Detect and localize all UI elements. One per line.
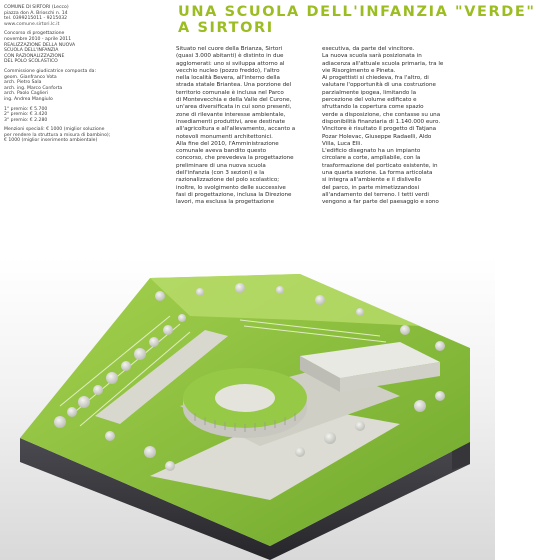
article-text-line: Ai progettisti si chiedeva, fra l'altro, di [322,75,429,82]
article-text-line: agglomerati: uno si sviluppa attorno al [176,60,285,67]
new-school-courtyard [215,384,275,412]
third-prize: 3° premio: € 2.280 [4,117,48,123]
article-text-line: parzialmente ipogea, limitando la [322,89,417,96]
article-text-line: preliminare di una nuova scuola [176,162,266,169]
article-text-line: lavori, ma esclusa la progettazione [176,199,275,206]
article-column-2 [322,46,478,207]
jury-member: arch. Pietro Sala [4,80,42,86]
architectural-model-image [0,256,495,560]
competition-title-1: REALIZZAZIONE DELLA NUOVA [4,42,76,48]
article-text-line: zone di rilevante interesse ambientale, [176,111,286,118]
first-prize: 1° premio: € 5.700 [4,106,48,112]
competition-dates: novembre 2010 - aprile 2011 [4,36,72,42]
article-text-line: vengono a far parte del paesaggio e sono [322,199,439,206]
article-title-line-2: A SIRTORI [178,20,274,36]
article-text-line: fasi di progettazione, inclusa la Direzione [176,191,292,198]
article-text-line: La nuova scuola sarà posizionata in [322,53,422,60]
jury-member: geom. Gianfranco Vota [4,74,57,80]
article-text-line: una quarta sezione. La forma articolata [322,170,433,177]
mentions-block [4,127,116,144]
article-text-line: Alla fine del 2010, l'Amministrazione [176,140,279,147]
competition-title-2: SCUOLA DELL'INFANZIA [4,48,59,54]
client-website: www.comune.sirtori.lc.it [4,21,60,27]
jury-member: arch. ing. Marco Conforta [4,85,63,91]
competition-block [4,31,116,65]
article-text-line: esecutiva, da parte del vincitore. [322,46,415,52]
jury-member: ing. Andrea Mangiulo [4,96,53,102]
article-title-line-1: UNA SCUOLA DELL'INFANZIA "VERDE" [178,4,536,20]
article-text-line: dell'infanzia (con 3 sezioni) e la [176,170,265,177]
article-text-line: notevoli monumenti architettonici. [176,133,273,140]
client-address: piazza don A. Brioschi n. 14 [4,10,68,16]
article-text-line: valutare l'opportunità di una costruzione [322,82,436,89]
article-text-line: insediamenti produttivi, aree destinate [176,118,286,125]
article-text-line: razionalizzazione del polo scolastico; [176,177,280,184]
article-text-line: percezione del volume edificato e [322,97,417,104]
article-text-line: trasformazione del porticato esistente, in [322,162,438,169]
article-text-line: disponibilità finanziaria di 1.140.000 euro. [322,118,441,125]
article-text-line: Pozar Holevac, Giuseppe Radaelli, Aldo [322,133,432,140]
article-text-line: all'andamento del terreno. I tetti verdi [322,191,429,198]
article-text-line: comunale aveva bandito questo [176,148,267,155]
article-text-line: nella località Bevera, all'interno della [176,75,280,82]
article-text-line: inoltre, lo svolgimento delle successive [176,184,286,191]
mentions-line: € 1000 (miglior inserimento ambientale) [4,138,98,144]
article-title [178,4,536,36]
article-text-line: verde a disposizione, che contasse su una [322,111,441,118]
article-text-line: circolare a corte, ampliabile, con la [322,155,421,162]
article-text-line: L'edificio disegnato ha un impianto [322,148,421,155]
article-text-line: Situato nel cuore della Brianza, Sirtori [176,46,283,52]
article-text-line: vecchio nucleo (pozzo freddo), l'altro [176,67,280,74]
article-text-line: strada statale Briantea. Una porzione del [176,82,292,89]
article-text-line: adiacenza all'attuale scuola primaria, tra le [322,60,444,67]
second-prize: 2° premio: € 3.420 [4,112,48,118]
article-text-line: all'agricoltura e all'allevamento, accanto a [176,126,296,133]
article-text-line: Vincitore è risultato il progetto di Tatjana [322,126,437,133]
article-text-line: del parco, in parte mimetizzandosi [322,184,420,191]
article-text-line: di Montevecchia e della Valle del Curone, [176,97,292,104]
jury-block [4,69,116,103]
competition-title-4: DEL POLO SCOLASTICO [4,59,58,65]
mentions-line: Menzioni speciali: € 1000 (miglior soluzione [4,127,105,133]
prizes-block [4,107,116,124]
jury-member: arch. Paolo Caglieri [4,91,49,97]
article-text-line: vie Risorgimento e Pineta. [322,67,396,74]
article-text-line: Villa, Luca Elli. [322,140,363,147]
article-text-line: (quasi 3.000 abitanti) è distinto in due [176,53,284,60]
article-text-line: si integra all'ambiente e il dislivello [322,177,422,184]
client-name: COMUNE DI SIRTORI (Lecco) [4,5,69,10]
competition-type: Concorso di progettazione [4,31,65,37]
article-text-line: sfruttando la copertura come spazio [322,104,424,111]
article-text-line: un'area diversificata in cui sono presenti, [176,104,292,111]
competition-title-3: CON RAZIONALIZZAZIONE [4,53,65,59]
client-phone: tel. 0399215011 - 9215032 [4,16,68,22]
project-info-sidebar [4,5,116,148]
jury-heading: Commissione giudicatrice composta da: [4,68,97,74]
client-block [4,5,116,27]
mentions-line: per rendere la struttura a misura di bambino); [4,132,111,138]
article-text-line: concorso, che prevedeva la progettazione [176,155,294,162]
article-text-line: territorio comunale è inclusa nel Parco [176,89,284,96]
article-column-1 [176,46,314,207]
